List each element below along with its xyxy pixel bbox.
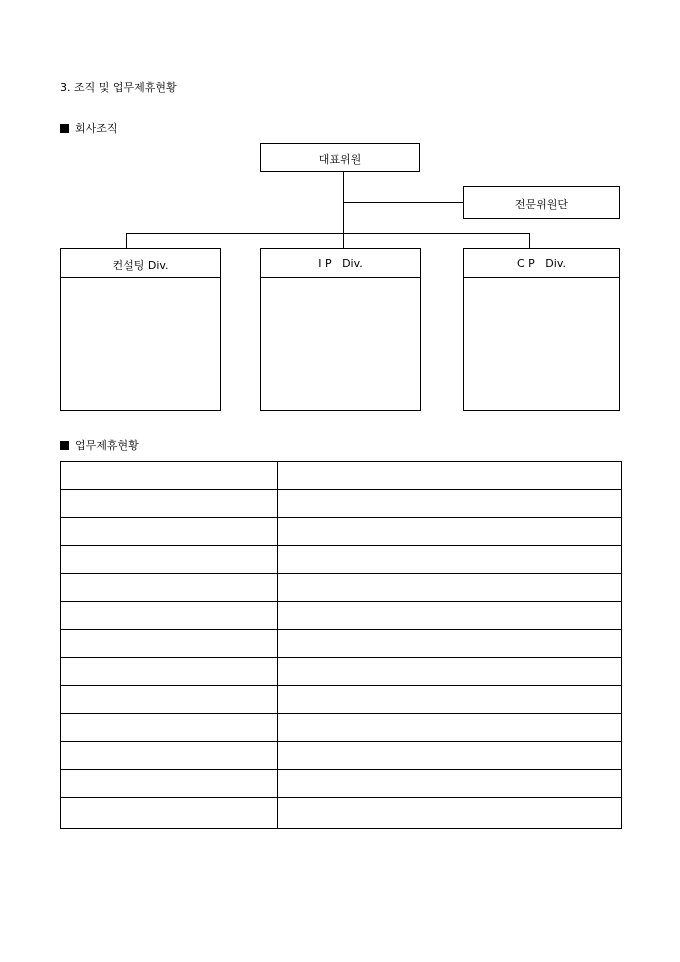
- partner-name-cell: [61, 798, 278, 829]
- section-title-text: 3. 조직 및 업무제휴현황: [60, 81, 177, 94]
- partnership-table: [60, 461, 622, 829]
- division-consulting-label: 컨설팅 Div.: [112, 259, 169, 272]
- table-row: [61, 770, 622, 798]
- table-row: [61, 546, 622, 574]
- partner-detail-cell: [278, 490, 622, 518]
- partnership-heading-text: 업무제휴현황: [75, 439, 139, 452]
- division-consulting-box: [60, 248, 221, 411]
- square-bullet-icon: [60, 124, 69, 133]
- partner-detail-cell: [278, 462, 622, 490]
- division-ip-label: I P Div.: [318, 257, 363, 270]
- table-row: [61, 602, 622, 630]
- division-ip-box: [260, 248, 421, 411]
- partner-detail-cell: [278, 518, 622, 546]
- partner-name-cell: [61, 658, 278, 686]
- table-row: [61, 798, 622, 829]
- partner-name-cell: [61, 546, 278, 574]
- division-header-divider: [261, 277, 420, 278]
- table-row: [61, 714, 622, 742]
- partner-detail-cell: [278, 630, 622, 658]
- table-row: [61, 742, 622, 770]
- connector-ceo-down: [343, 171, 344, 249]
- partner-detail-cell: [278, 658, 622, 686]
- table-row: [61, 630, 622, 658]
- connector-committee: [343, 202, 464, 203]
- partner-name-cell: [61, 490, 278, 518]
- section-title: [60, 81, 177, 95]
- table-row: [61, 518, 622, 546]
- partner-name-cell: [61, 630, 278, 658]
- partner-name-cell: [61, 714, 278, 742]
- table-row: [61, 574, 622, 602]
- partnership-heading: [60, 439, 139, 453]
- division-header-divider: [61, 277, 220, 278]
- table-row: [61, 658, 622, 686]
- partner-name-cell: [61, 686, 278, 714]
- partner-detail-cell: [278, 798, 622, 829]
- partner-detail-cell: [278, 546, 622, 574]
- committee-label: 전문위원단: [514, 198, 569, 211]
- partner-name-cell: [61, 742, 278, 770]
- ceo-box: [260, 143, 420, 172]
- partner-name-cell: [61, 518, 278, 546]
- partner-detail-cell: [278, 574, 622, 602]
- division-cp-box: [463, 248, 620, 411]
- partner-name-cell: [61, 574, 278, 602]
- partner-detail-cell: [278, 602, 622, 630]
- table-row: [61, 686, 622, 714]
- partner-name-cell: [61, 602, 278, 630]
- org-chart-heading: [60, 122, 118, 136]
- partner-detail-cell: [278, 770, 622, 798]
- partner-detail-cell: [278, 714, 622, 742]
- partner-name-cell: [61, 462, 278, 490]
- table-row: [61, 490, 622, 518]
- division-cp-label: C P Div.: [517, 257, 566, 270]
- partner-detail-cell: [278, 742, 622, 770]
- partner-detail-cell: [278, 686, 622, 714]
- ceo-label: 대표위원: [318, 153, 362, 166]
- org-chart-heading-text: 회사조직: [75, 122, 118, 135]
- division-header-divider: [464, 277, 619, 278]
- table-row: [61, 462, 622, 490]
- partner-name-cell: [61, 770, 278, 798]
- connector-consulting-drop: [126, 233, 127, 249]
- square-bullet-icon: [60, 441, 69, 450]
- committee-box: [463, 186, 620, 219]
- connector-cp-drop: [529, 233, 530, 249]
- connector-horizontal: [126, 233, 530, 234]
